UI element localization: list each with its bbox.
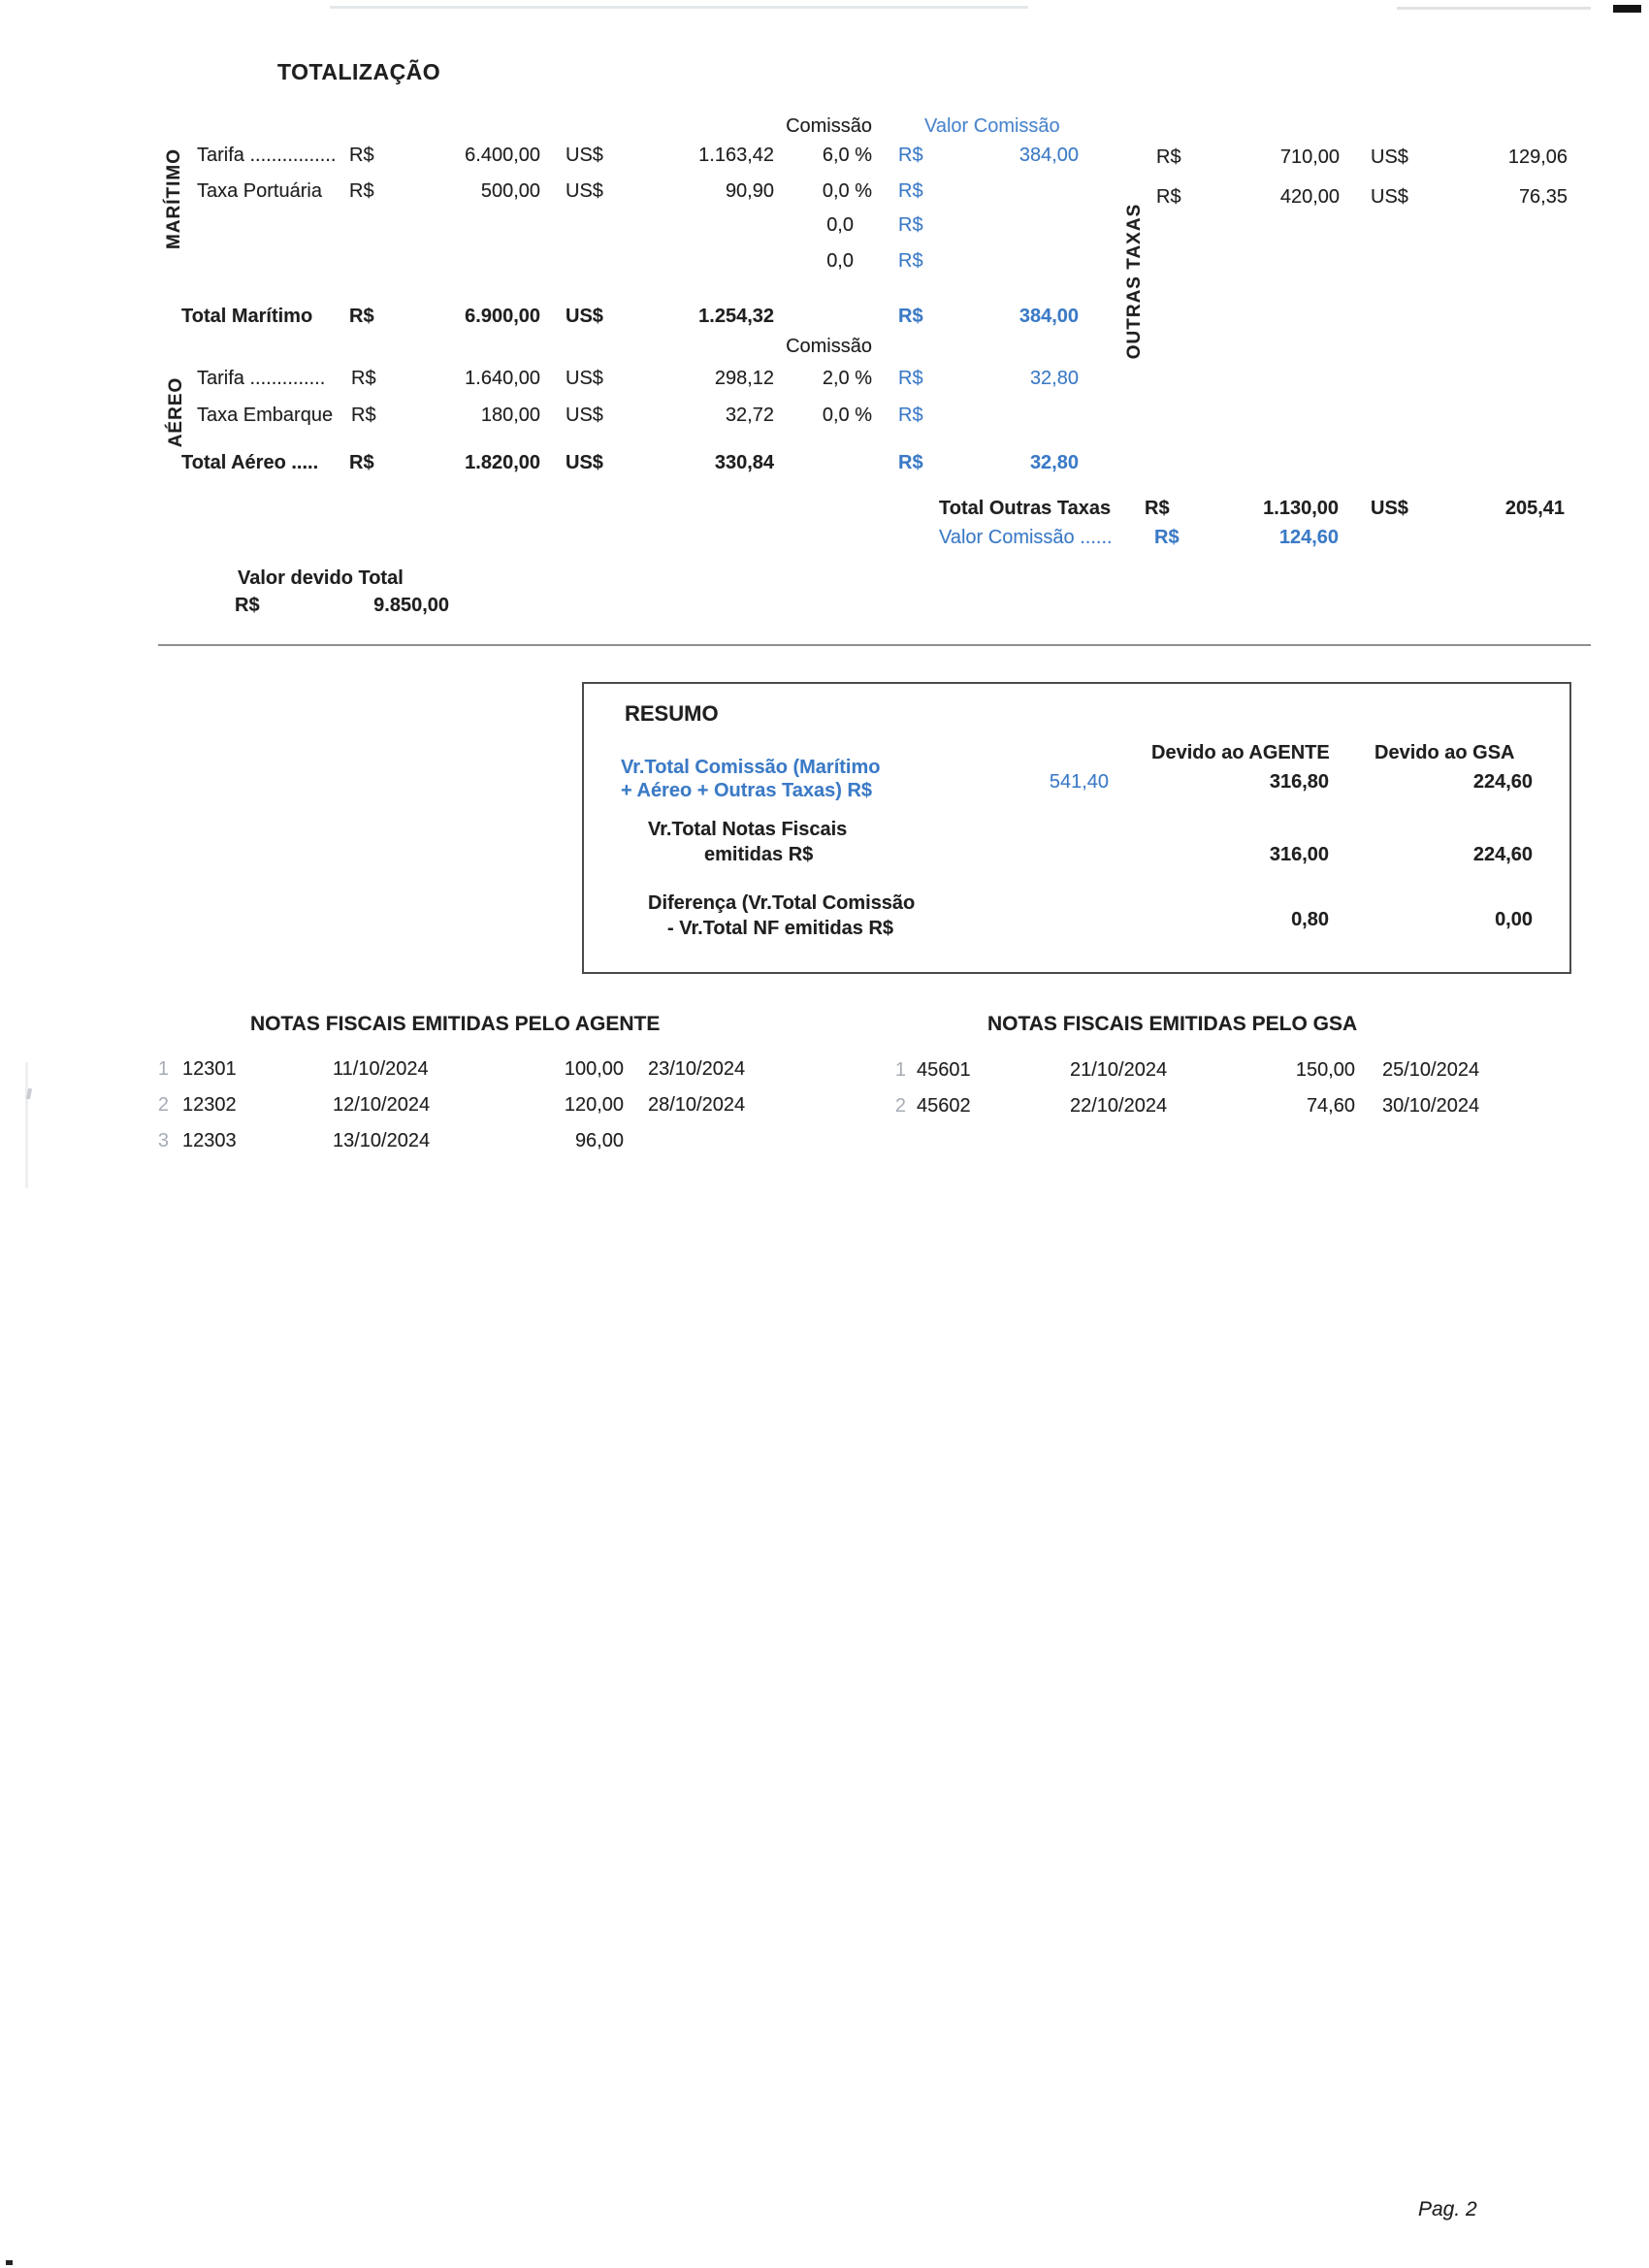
usd-value: 76,35 (1518, 186, 1568, 208)
commission-value: 124,60 (1278, 527, 1339, 548)
currency-label: R$ (351, 405, 376, 426)
usd-value: 1.163,42 (698, 145, 774, 166)
invoice-number: 45601 (917, 1059, 971, 1081)
brl-value: 6.900,00 (465, 306, 540, 327)
usd-label: US$ (1371, 498, 1408, 519)
total-commission-value: 541,40 (1049, 771, 1109, 793)
usd-value: 90,90 (725, 180, 774, 202)
commission-pct: 0,0 % (822, 180, 872, 202)
maritime-section-label: MARÍTIMO (164, 147, 184, 250)
commission-header-air: Comissão (786, 336, 872, 357)
usd-label: US$ (566, 452, 603, 473)
page-title: TOTALIZAÇÃO (277, 59, 441, 84)
usd-value: 298,12 (714, 368, 774, 389)
commission-pct: 0,0 % (822, 405, 872, 426)
section-divider (158, 644, 1591, 646)
currency-label: R$ (349, 180, 374, 202)
currency-label: R$ (1156, 146, 1181, 168)
currency-label: R$ (349, 145, 374, 166)
commission-header-maritime: Comissão (786, 115, 872, 137)
currency-label: R$ (351, 368, 376, 389)
currency-label: R$ (349, 452, 374, 473)
total-label: Total Aéreo ..... (181, 452, 319, 473)
commission-pct: 0,0 (826, 250, 854, 272)
invoice-number: 12303 (182, 1130, 237, 1151)
commission-value: 384,00 (1018, 145, 1079, 166)
commission-pct: 0,0 (826, 214, 854, 236)
row-label: Taxa Portuária (197, 180, 322, 202)
agent-invoices-title: NOTAS FISCAIS EMITIDAS PELO AGENTE (250, 1013, 661, 1035)
invoice-value: 150,00 (1295, 1059, 1355, 1081)
scan-artifact-bottom-speck (6, 2260, 13, 2265)
scan-artifact-top-streak2 (1397, 7, 1591, 10)
usd-label: US$ (566, 405, 603, 426)
gsa-value: 224,60 (1472, 771, 1533, 793)
commission-currency: R$ (898, 368, 923, 389)
total-due-value: 9.850,00 (373, 595, 449, 616)
commission-value: 32,80 (1029, 452, 1079, 473)
invoice-date: 11/10/2024 (333, 1058, 429, 1080)
invoice-value: 74,60 (1306, 1095, 1355, 1117)
gsa-value: 224,60 (1472, 844, 1533, 865)
invoice-due-date: 23/10/2024 (648, 1058, 746, 1080)
row-index: 1 (894, 1059, 906, 1081)
usd-value: 1.254,32 (698, 306, 774, 327)
invoice-date: 13/10/2024 (333, 1130, 431, 1151)
usd-value: 330,84 (714, 452, 774, 473)
commission-currency: R$ (898, 405, 923, 426)
row-label: Taxa Embarque (197, 405, 334, 426)
invoice-value: 120,00 (564, 1094, 624, 1116)
invoice-value: 100,00 (564, 1058, 624, 1080)
gsa-value: 0,00 (1495, 909, 1533, 930)
scan-artifact-corner-bar (1613, 5, 1641, 13)
row-label: Tarifa .............. (197, 368, 326, 389)
commission-label: Valor Comissão ...... (939, 527, 1113, 548)
scan-artifact-top-streak (330, 6, 1028, 9)
total-label: Total Marítimo (181, 306, 313, 327)
commission-currency: R$ (898, 452, 923, 473)
row-label-line2: emitidas R$ (704, 844, 814, 865)
usd-label: US$ (1371, 146, 1408, 168)
brl-value: 1.130,00 (1263, 498, 1339, 519)
usd-label: US$ (566, 180, 603, 202)
other-taxes-section-label: OUTRAS TAXAS (1124, 203, 1145, 360)
brl-value: 6.400,00 (465, 145, 540, 166)
currency-label: R$ (1145, 498, 1170, 519)
resumo-col-agent-header: Devido ao AGENTE (1151, 742, 1330, 763)
invoice-number: 12302 (182, 1094, 237, 1116)
agent-value: 316,80 (1269, 771, 1329, 793)
brl-value: 180,00 (480, 405, 540, 426)
row-index: 3 (157, 1130, 169, 1151)
row-label-line1: Vr.Total Notas Fiscais (648, 819, 848, 840)
usd-value: 205,41 (1504, 498, 1565, 519)
row-label: Tarifa ................ (197, 145, 337, 166)
usd-label: US$ (566, 368, 603, 389)
total-due-label: Valor devido Total (238, 567, 404, 589)
usd-value: 129,06 (1507, 146, 1568, 168)
invoice-date: 22/10/2024 (1070, 1095, 1168, 1117)
commission-pct: 6,0 % (822, 145, 872, 166)
row-label-line1: Diferença (Vr.Total Comissão (648, 892, 916, 914)
row-label-line2: - Vr.Total NF emitidas R$ (667, 918, 894, 939)
total-due-currency: R$ (235, 595, 260, 616)
currency-label: R$ (1156, 186, 1181, 208)
row-label-line2: + Aéreo + Outras Taxas) R$ (621, 780, 873, 801)
commission-currency: R$ (898, 180, 923, 202)
scan-artifact-left-streak (25, 1062, 28, 1188)
brl-value: 500,00 (480, 180, 540, 202)
usd-label: US$ (1371, 186, 1408, 208)
brl-value: 1.640,00 (465, 368, 540, 389)
commission-currency: R$ (1154, 527, 1180, 548)
row-index: 2 (157, 1094, 169, 1116)
brl-value: 1.820,00 (465, 452, 540, 473)
row-index: 1 (157, 1058, 169, 1080)
agent-value: 316,00 (1269, 844, 1329, 865)
page-number: Pag. 2 (1418, 2198, 1477, 2220)
invoice-number: 45602 (917, 1095, 971, 1117)
scan-artifact-left-tick (26, 1088, 32, 1100)
invoice-date: 12/10/2024 (333, 1094, 431, 1116)
invoice-value: 96,00 (574, 1130, 624, 1151)
invoice-due-date: 25/10/2024 (1382, 1059, 1480, 1081)
usd-label: US$ (566, 306, 603, 327)
resumo-title: RESUMO (625, 701, 719, 726)
invoice-due-date: 30/10/2024 (1382, 1095, 1480, 1117)
gsa-invoices-title: NOTAS FISCAIS EMITIDAS PELO GSA (987, 1013, 1358, 1035)
total-label: Total Outras Taxas (939, 498, 1112, 519)
currency-label: R$ (349, 306, 374, 327)
commission-currency: R$ (898, 145, 923, 166)
invoice-date: 21/10/2024 (1070, 1059, 1168, 1081)
usd-label: US$ (566, 145, 603, 166)
invoice-due-date: 28/10/2024 (648, 1094, 746, 1116)
row-index: 2 (894, 1095, 906, 1117)
commission-currency: R$ (898, 250, 923, 272)
row-label-line1: Vr.Total Comissão (Marítimo (621, 757, 881, 778)
brl-value: 420,00 (1279, 186, 1340, 208)
agent-value: 0,80 (1291, 909, 1329, 930)
commission-value-header: Valor Comissão (924, 115, 1060, 137)
air-section-label: AÉREO (166, 376, 186, 448)
commission-currency: R$ (898, 214, 923, 236)
commission-value: 32,80 (1029, 368, 1079, 389)
invoice-number: 12301 (182, 1058, 237, 1080)
usd-value: 32,72 (725, 405, 774, 426)
brl-value: 710,00 (1279, 146, 1340, 168)
commission-pct: 2,0 % (822, 368, 872, 389)
commission-value: 384,00 (1018, 306, 1079, 327)
commission-currency: R$ (898, 306, 923, 327)
resumo-col-gsa-header: Devido ao GSA (1374, 742, 1515, 763)
